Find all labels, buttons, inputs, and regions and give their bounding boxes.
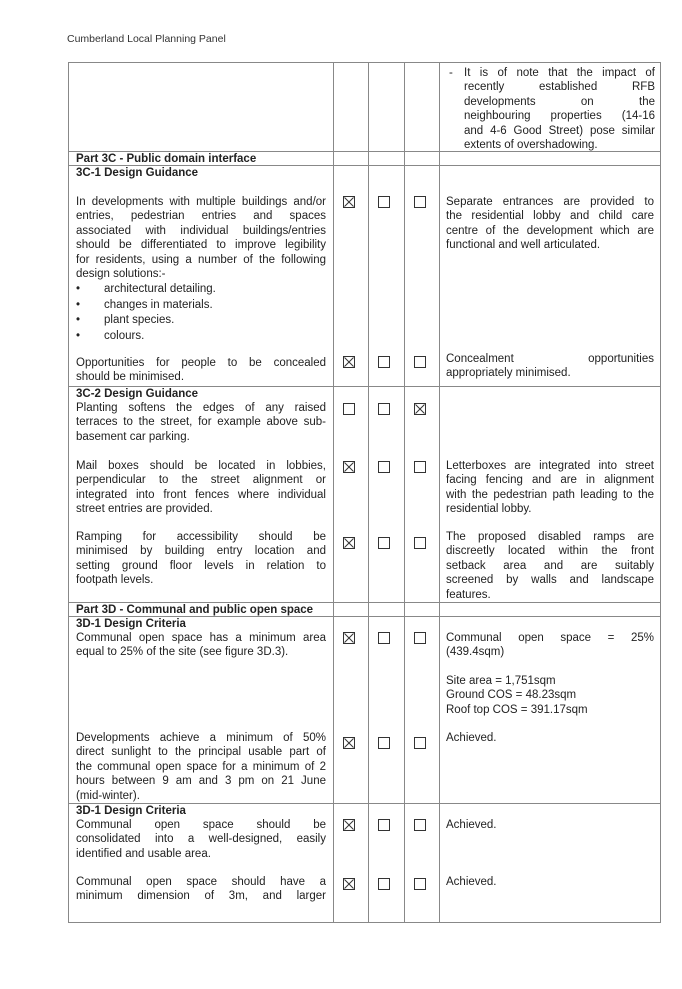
requirement-3c2-b: Mail boxes should be located in lobbies, perpendicular to the street alignment or integrated into front fences where individual street entries are provided. [76, 460, 326, 516]
column-divider [333, 63, 334, 922]
checkbox-checked[interactable] [343, 819, 355, 831]
comment-3d1-c: Achieved. [446, 819, 497, 831]
column-divider [368, 63, 369, 922]
comment-3d1-d: Achieved. [446, 876, 497, 888]
column-divider [439, 63, 440, 922]
requirement-3c2-c: Ramping for accessibility should be minimised by building entry location and setting ground floor levels in relation to footpath levels. [76, 531, 326, 587]
bullet-item: • colours. [76, 329, 326, 345]
requirement-3d1-a: Communal open space has a minimum area equal to 25% of the site (see figure 3D.3). [76, 632, 326, 659]
requirement-3c2-a: Planting softens the edges of any raised terraces to the street, for example above sub- basement car parking. [76, 402, 326, 443]
comment-3c2-c: The proposed disabled ramps are discreetly located within the front setback area and are suitably screened by walls and landscape features. [446, 531, 654, 601]
guidance-title-3c2: 3C-2 Design Guidance [76, 388, 199, 400]
bullet-item: • changes in materials. [76, 298, 326, 314]
checkbox-unchecked[interactable] [378, 403, 390, 415]
page-header: Cumberland Local Planning Panel [67, 33, 226, 45]
checkbox-unchecked[interactable] [378, 878, 390, 890]
requirement-3c1-a: In developments with multiple buildings and/or entries, pedestrian entries and spaces associated with individual buildings/entries should be differentiated to improve legibility for residents, using a number of the following design solutions:- • architectural detailing. • changes in materials. • plant species. • colours. [76, 195, 326, 344]
requirement-3d1-d: Communal open space should have a minimum dimension of 3m, and larger [76, 876, 326, 903]
checkbox-unchecked[interactable] [414, 819, 426, 831]
guidance-title-3c1: 3C-1 Design Guidance [76, 167, 199, 179]
comment-3c2-b: Letterboxes are integrated into street facing fencing and are in alignment with the pedestrian path leading to the residential lobby. [446, 460, 654, 516]
checkbox-unchecked[interactable] [378, 819, 390, 831]
requirement-3d1-b: Developments achieve a minimum of 50% direct sunlight to the principal usable part of the communal open space for a minimum of 2 hours between 9 am and 3 pm on 21 June (mid-winter). [76, 732, 326, 802]
checkbox-checked[interactable] [414, 403, 426, 415]
bullet-item: • plant species. [76, 313, 326, 329]
compliance-table [68, 62, 661, 923]
comment-3d1-b: Achieved. [446, 732, 497, 744]
checkbox-checked[interactable] [343, 461, 355, 473]
checkbox-unchecked[interactable] [414, 356, 426, 368]
checkbox-unchecked[interactable] [378, 356, 390, 368]
checkbox-unchecked[interactable] [414, 461, 426, 473]
checkbox-checked[interactable] [343, 537, 355, 549]
checkbox-checked[interactable] [343, 878, 355, 890]
checkbox-unchecked[interactable] [414, 737, 426, 749]
comment-3c1-a: Separate entrances are provided to the residential lobby and child care centre of the development which are functional and well articulated. [446, 196, 654, 252]
checkbox-unchecked[interactable] [378, 461, 390, 473]
checkbox-checked[interactable] [343, 196, 355, 208]
checkbox-checked[interactable] [343, 632, 355, 644]
section-title-3d: Part 3D - Communal and public open space [76, 604, 314, 616]
requirement-3d1-c: Communal open space should be consolidated into a well-designed, easily identified and usable area. [76, 819, 326, 860]
criteria-title-3d1-second: 3D-1 Design Criteria [76, 805, 186, 817]
checkbox-checked[interactable] [343, 737, 355, 749]
comment-3c1-b: Concealment opportunities appropriately minimised. [446, 353, 654, 380]
requirement-3c1-b: Opportunities for people to be concealed should be minimised. [76, 357, 326, 384]
comment-3d1-a: Communal open space = 25% (439.4sqm) Site area = 1,751sqm Ground COS = 48.23sqm Roof top COS = 391.17sqm [446, 632, 654, 716]
column-divider [404, 63, 405, 922]
section-title-3c: Part 3C - Public domain interface [76, 153, 257, 165]
checkbox-unchecked[interactable] [414, 878, 426, 890]
criteria-title-3d1: 3D-1 Design Criteria [76, 618, 186, 630]
checkbox-unchecked[interactable] [414, 196, 426, 208]
checkbox-checked[interactable] [343, 356, 355, 368]
checkbox-unchecked[interactable] [378, 537, 390, 549]
checkbox-unchecked[interactable] [414, 632, 426, 644]
checkbox-unchecked[interactable] [378, 737, 390, 749]
bullet-item: • architectural detailing. [76, 282, 326, 298]
checkbox-unchecked[interactable] [378, 632, 390, 644]
checkbox-unchecked[interactable] [378, 196, 390, 208]
checkbox-unchecked[interactable] [343, 403, 355, 415]
checkbox-unchecked[interactable] [414, 537, 426, 549]
intro-comment: - It is of note that the impact of recently established RFB developments on the neighbouring properties (14-16 and 4-6 Good Street) pose similar extents of overshadowing. [449, 67, 655, 152]
